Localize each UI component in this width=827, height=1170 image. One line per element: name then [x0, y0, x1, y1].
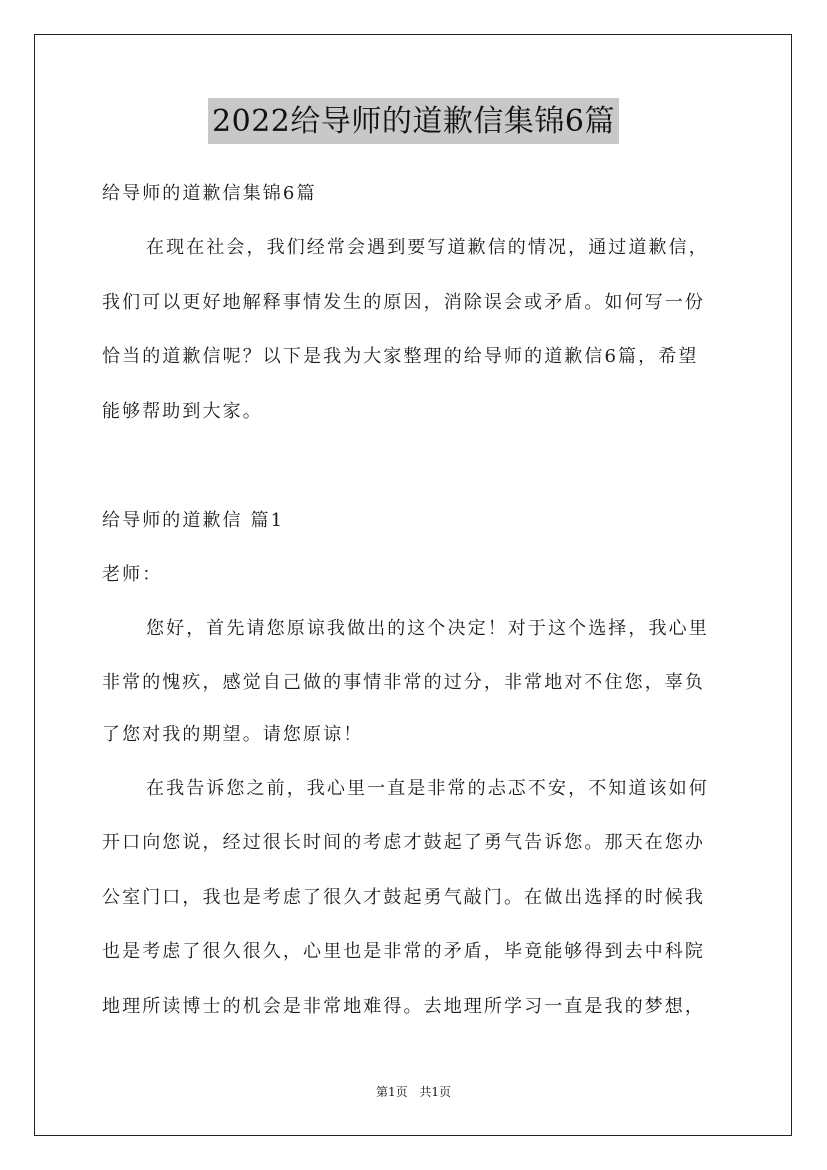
- body-line-3: 了您对我的期望。请您原谅！: [102, 724, 364, 745]
- title-container: [0, 98, 827, 144]
- salutation: 老师：: [102, 564, 163, 585]
- page-total: 共1页: [419, 1085, 452, 1099]
- body-line-8: 地理所读博士的机会是非常地难得。去地理所学习一直是我的梦想，: [102, 996, 705, 1017]
- subtitle: 给导师的道歉信集锦6篇: [102, 183, 317, 204]
- page-footer: [0, 1083, 827, 1101]
- body-line-5: 开口向您说，经过很长时间的考虑才鼓起了勇气告诉您。那天在您办: [102, 832, 705, 853]
- body-line-7: 也是考虑了很久很久，心里也是非常的矛盾，毕竟能够得到去中科院: [102, 941, 705, 962]
- intro-line-2: 我们可以更好地解释事情发生的原因，消除误会或矛盾。如何写一份: [102, 292, 705, 313]
- body-line-1: 您好，首先请您原谅我做出的这个决定！对于这个选择，我心里: [146, 618, 709, 639]
- document-title: 2022给导师的道歉信集锦6篇: [208, 98, 619, 144]
- intro-line-4: 能够帮助到大家。: [102, 401, 263, 422]
- body-line-6: 公室门口，我也是考虑了很久才鼓起勇气敲门。在做出选择的时候我: [102, 887, 705, 908]
- body-line-2: 非常的愧疚，感觉自己做的事情非常的过分，非常地对不住您，辜负: [102, 672, 705, 693]
- page-number: 第1页: [375, 1085, 408, 1099]
- body-line-4: 在我告诉您之前，我心里一直是非常的忐忑不安，不知道该如何: [146, 778, 709, 799]
- intro-line-1: 在现在社会，我们经常会遇到要写道歉信的情况，通过道歉信，: [146, 237, 709, 258]
- section-heading: 给导师的道歉信 篇1: [102, 510, 285, 531]
- intro-line-3: 恰当的道歉信呢？以下是我为大家整理的给导师的道歉信6篇，希望: [102, 346, 699, 367]
